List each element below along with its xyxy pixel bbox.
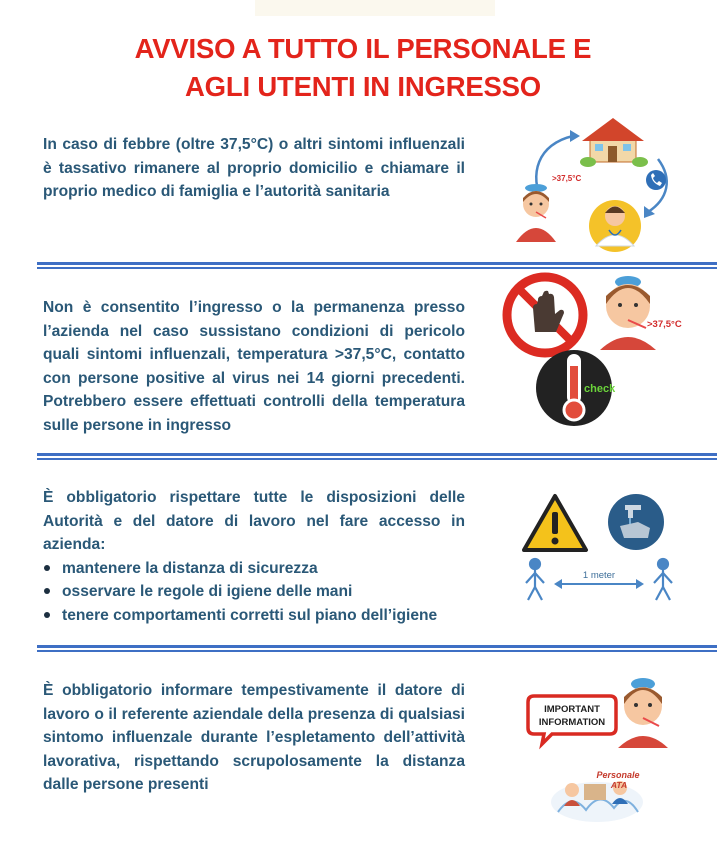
distance-label: 1 meter [582,570,616,581]
section-1-text [43,133,465,204]
check-label: check [584,383,616,395]
title-line-2: AGLI UTENTI IN INGRESSO [185,71,541,102]
distance-hygiene-illustration [520,492,680,604]
school-staff-icon [551,770,643,822]
section-2-text [43,296,465,438]
inform-employer-illustration [522,672,682,830]
important-label-line-2: INFORMATION [538,717,606,728]
house-icon [580,118,648,167]
stop-hand-icon [507,277,583,353]
person-icon [654,559,672,600]
section-4-paragraph: È obbligatorio informare tempestivamente il datore di lavoro o il referente aziendale della presenza di qualsiasi sintomo influenzale durante l’espletamento dell’attività lavorativa, rispettando scrupolosamente la distanza dalle persone presenti [43,682,465,794]
page-title [0,30,726,106]
important-label-line-1: IMPORTANT [544,704,600,715]
rules-list [43,557,465,628]
temp-label: >37,5°C [552,174,582,183]
list-item: tenere comportamenti corretti sul piano dell’igiene [43,604,465,628]
title-line-1: AVVISO A TUTTO IL PERSONALE E [134,33,592,64]
person-icon [526,559,544,600]
section-3-paragraph: È obbligatorio rispettare tutte le disposizioni delle Autorità e del datore di lavoro nel fare accesso in azienda: [43,489,465,554]
section-4-text [43,679,465,797]
list-item: mantenere la distanza di sicurezza [43,557,465,581]
doctor-icon [589,200,641,252]
section-2-paragraph: Non è consentito l’ingresso o la permanenza presso l’azienda nel caso sussistano condizioni di pericolo quali sintomi influenzali, temperatura >37,5°C, contatto con persone positive al virus nei 14 giorni precedenti. Potrebbero essere effettuati controlli della temperatura sulle persone in ingresso [43,299,465,434]
top-strip [255,0,495,16]
arrow-head-icon [570,130,580,142]
sick-person-icon [618,678,668,748]
section-divider [37,645,717,653]
section-divider [37,453,717,461]
thermometer-check-icon [536,350,616,426]
important-information-icon [528,696,616,744]
section-1-paragraph: In caso di febbre (oltre 37,5°C) o altri sintomi influenzali è tassativo rimanere al proprio domicilio e chiamare il proprio medico di famiglia e l’autorità sanitaria [43,136,465,201]
section-3-text [43,486,465,628]
staff-label-line-2: ATA [610,780,628,790]
no-entry-temperature-check-illustration [500,270,700,440]
list-item: osservare le regole di igiene delle mani [43,580,465,604]
sick-person-icon [516,184,556,242]
staff-label-line-1: Personale [596,770,640,780]
stay-home-call-doctor-illustration [508,114,688,252]
warning-icon [524,496,586,550]
phone-icon [646,170,666,190]
temp-label: >37,5°C [647,319,682,330]
section-divider [37,262,717,270]
sick-person-icon [600,276,656,350]
hand-wash-icon [608,494,664,550]
